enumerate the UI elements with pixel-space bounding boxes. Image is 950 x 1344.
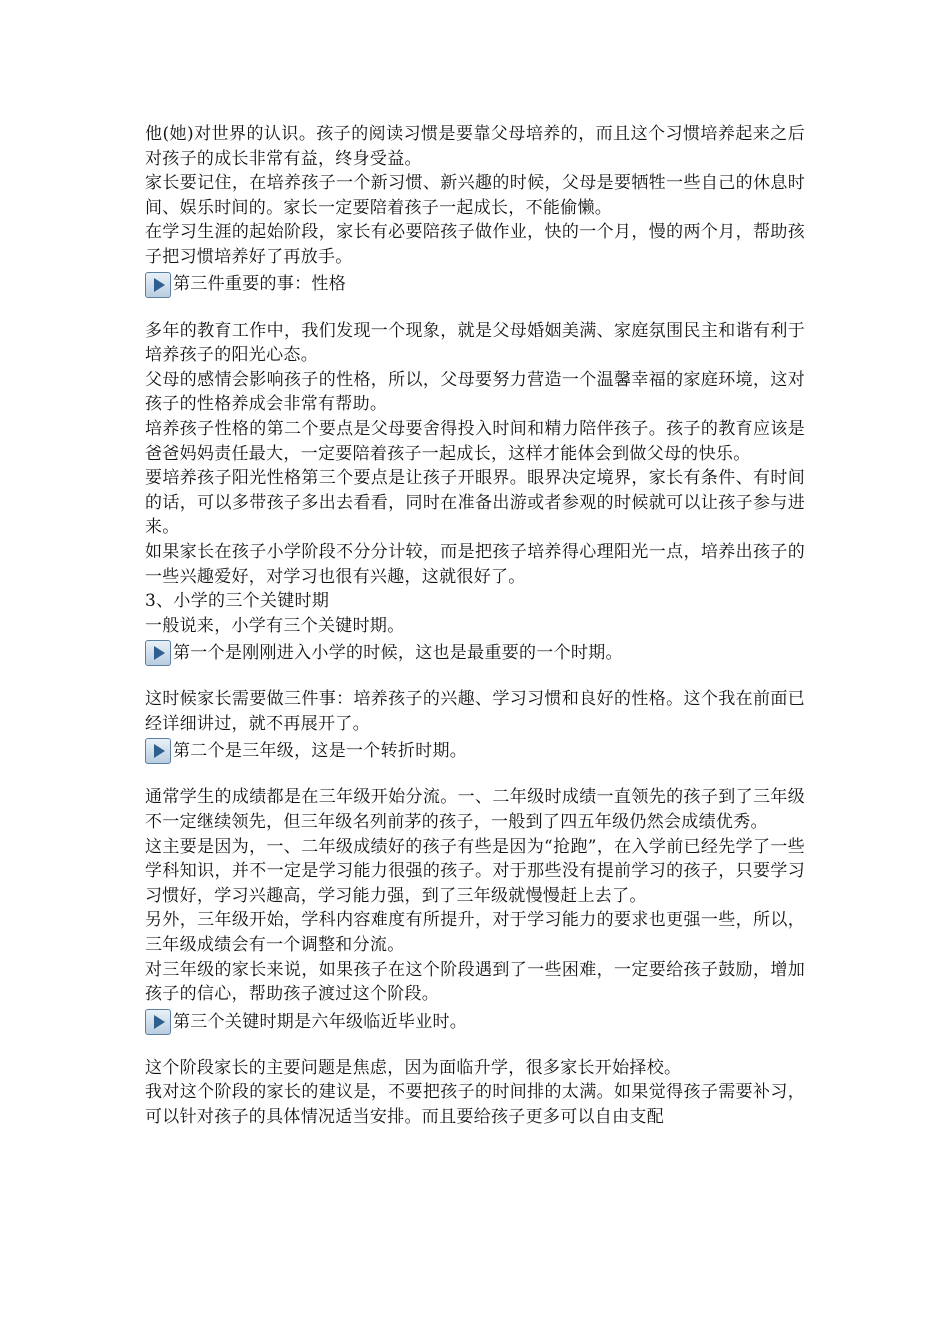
section-heading [145, 638, 805, 668]
play-icon [145, 1009, 171, 1035]
paragraph: 一般说来，小学有三个关键时期。 [145, 615, 405, 636]
paragraph: 多年的教育工作中，我们发现一个现象，就是父母婚姻美满、家庭氛围民主和谐有利于培养孩子的阳光心态。 [145, 320, 805, 366]
section-heading-text: 第一个是刚刚进入小学的时候，这也是最重要的一个时期。 [173, 642, 623, 663]
paragraph: 培养孩子性格的第二个要点是父母要舍得投入时间和精力陪伴孩子。孩子的教育应该是爸爸妈妈责任最大，一定要陪着孩子一起成长，这样才能体会到做父母的快乐。 [145, 418, 805, 464]
paragraph: 他(她)对世界的认识。孩子的阅读习惯是要靠父母培养的，而且这个习惯培养起来之后对孩子的成长非常有益，终身受益。 [145, 124, 805, 169]
paragraph: 3、小学的三个关键时期 [145, 591, 330, 612]
heading-spacer [145, 766, 805, 785]
paragraph: 如果家长在孩子小学阶段不分分计较，而是把孩子培养得心理阳光一点，培养出孩子的一些兴趣爱好，对学习也很有兴趣，这就很好了。 [145, 541, 805, 587]
heading-spacer [145, 300, 805, 319]
section-heading [145, 736, 805, 766]
section-heading-text: 第二个是三年级，这是一个转折时期。 [173, 741, 468, 762]
section-heading-text: 第三个关键时期是六年级临近毕业时。 [173, 1011, 468, 1032]
paragraph: 这时候家长需要做三件事：培养孩子的兴趣、学习习惯和良好的性格。这个我在前面已经详细讲过，就不再展开了。 [145, 689, 805, 734]
paragraph: 在学习生涯的起始阶段，家长有必要陪孩子做作业，快的一个月，慢的两个月，帮助孩子把习惯培养好了再放手。 [145, 222, 805, 267]
paragraph: 我对这个阶段的家长的建议是，不要把孩子的时间排的太满。如果觉得孩子需要补习，可以针对孩子的具体情况适当安排。而且要给孩子更多可以自由支配 [145, 1082, 805, 1127]
paragraph: 这个阶段家长的主要问题是焦虑，因为面临升学，很多家长开始择校。 [145, 1057, 682, 1078]
section-heading [145, 270, 805, 300]
play-icon [145, 272, 171, 298]
paragraph: 通常学生的成绩都是在三年级开始分流。一、二年级时成绩一直领先的孩子到了三年级不一定继续领先，但三年级名列前茅的孩子，一般到了四五年级仍然会成绩优秀。 [145, 787, 805, 833]
paragraph: 父母的感情会影响孩子的性格，所以，父母要努力营造一个温馨幸福的家庭环境，这对孩子的性格养成会非常有帮助。 [145, 369, 805, 415]
paragraph: 家长要记住，在培养孩子一个新习惯、新兴趣的时候，父母是要牺牲一些自己的休息时间、娱乐时间的。家长一定要陪着孩子一起成长，不能偷懒。 [145, 173, 805, 218]
paragraph: 要培养孩子阳光性格第三个要点是让孩子开眼界。眼界决定境界，家长有条件、有时间的话，可以多带孩子多出去看看，同时在准备出游或者参观的时候就可以让孩子参与进来。 [145, 468, 805, 538]
section-heading [145, 1007, 805, 1037]
play-icon [145, 640, 171, 666]
play-icon [145, 738, 171, 764]
document-body [145, 122, 805, 1130]
section-heading-text: 第三件重要的事：性格 [173, 274, 346, 295]
paragraph: 对三年级的家长来说，如果孩子在这个阶段遇到了一些困难，一定要给孩子鼓励，增加孩子的信心，帮助孩子渡过这个阶段。 [145, 959, 805, 1005]
paragraph: 另外，三年级开始，学科内容难度有所提升，对于学习能力的要求也更强一些，所以，三年级成绩会有一个调整和分流。 [145, 910, 805, 956]
paragraph: 这主要是因为，一、二年级成绩好的孩子有些是因为“抢跑”，在入学前已经先学了一些学科知识，并不一定是学习能力很强的孩子。对于那些没有提前学习的孩子，只要学习习惯好，学习兴趣高，学习能力强，到了三年级就慢慢赶上去了。 [145, 836, 805, 906]
heading-spacer [145, 668, 805, 687]
heading-spacer [145, 1037, 805, 1056]
